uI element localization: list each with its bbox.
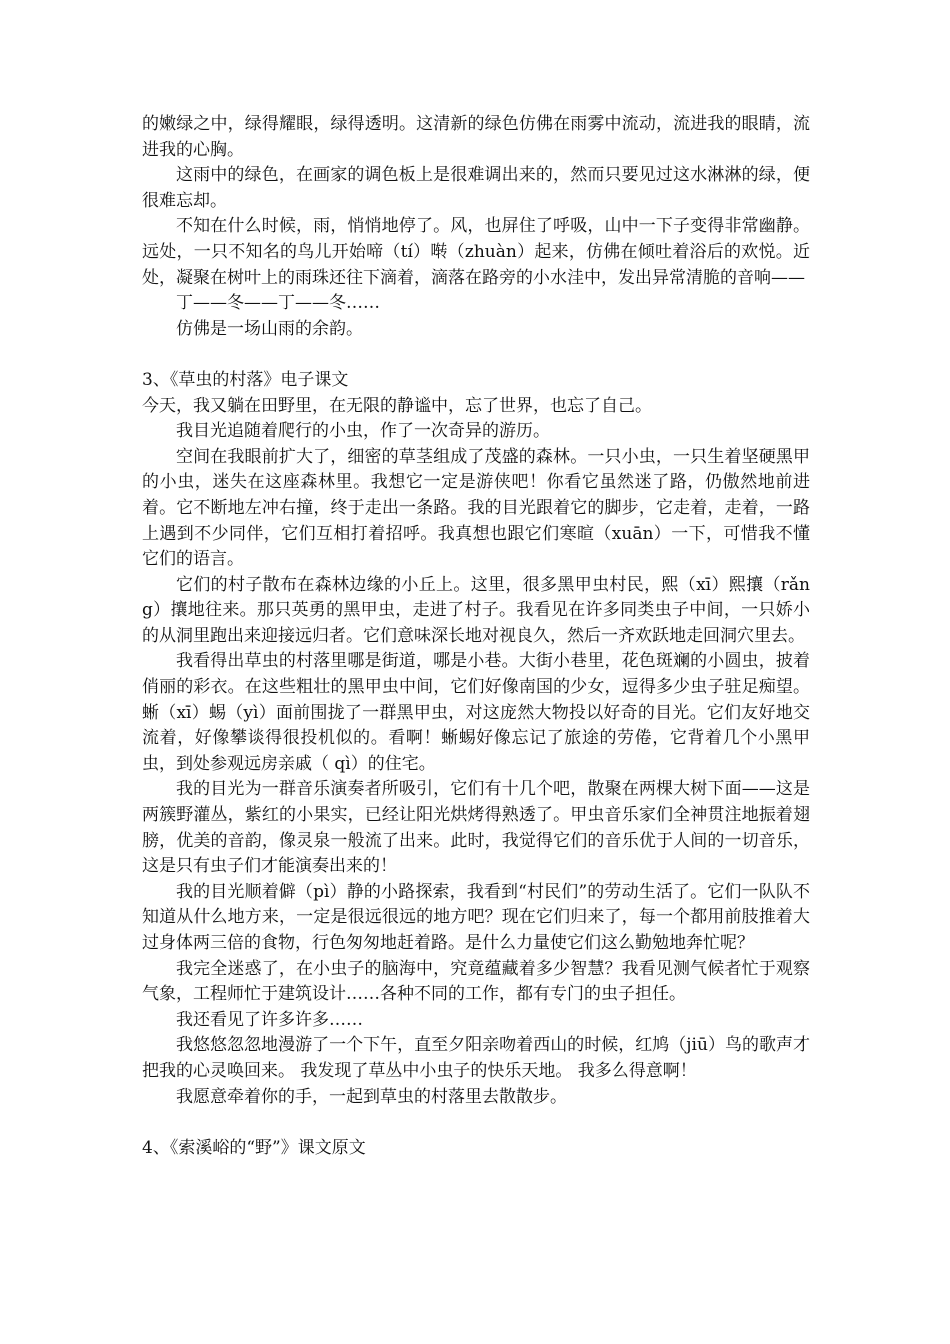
paragraph: 我完全迷惑了，在小虫子的脑海中，究竟蕴藏着多少智慧？我看见测气候者忙于观察气象，工程师忙于建筑设计……各种不同的工作，都有专门的虫子担任。: [142, 958, 810, 1005]
paragraph: 不知在什么时候，雨，悄悄地停了。风，也屏住了呼吸，山中一下子变得非常幽静。远处，一只不知名的鸟儿开始啼（tí）啭（zhuàn）起来，仿佛在倾吐着浴后的欢悦。近处，凝聚在树叶上的雨珠还往下滴着，滴落在路旁的小水洼中，发出异常清脆的音响——: [142, 216, 810, 288]
section-heading: 3、《草虫的村落》电子课文: [142, 369, 349, 390]
paragraph: 我愿意牵着你的手，一起到草虫的村落里去散散步。: [176, 1086, 567, 1107]
section-heading: 4、《索溪峪的“野”》课文原文: [142, 1137, 366, 1158]
paragraph: 我还看见了许多许多……: [176, 1009, 363, 1030]
section-3: [142, 368, 810, 1110]
paragraph: 丁——冬——丁——冬……: [176, 293, 380, 314]
blank-line: [142, 1110, 810, 1136]
paragraph: 仿佛是一场山雨的余韵。: [176, 318, 363, 339]
section-4: [142, 1136, 810, 1162]
paragraph: 我的目光顺着僻（pì）静的小路探索，我看到“村民们”的劳动生活了。它们一队队不知道从什么地方来，一定是很远很远的地方吧？现在它们归来了，每一个都用前肢推着大过身体两三倍的食物，行色匆匆地赶着路。是什么力量使它们这么勤勉地奔忙呢？: [142, 881, 810, 953]
paragraph: 今天，我又躺在田野里，在无限的静谧中，忘了世界，也忘了自己。: [142, 395, 652, 416]
paragraph: 我悠悠忽忽地漫游了一个下午，直至夕阳亲吻着西山的时候，红鸠（jiū）鸟的歌声才把我的心灵唤回来。 我发现了草丛中小虫子的快乐天地。 我多么得意啊！: [142, 1035, 810, 1081]
paragraph: 的嫩绿之中，绿得耀眼，绿得透明。这清新的绿色仿佛在雨雾中流动，流进我的眼睛，流进我的心胸。: [142, 114, 810, 160]
blank-line: [142, 342, 810, 368]
paragraph: 它们的村子散布在森林边缘的小丘上。这里，很多黑甲虫村民，熙（xī）熙攘（rǎng）攘地往来。那只英勇的黑甲虫，走进了村子。我看见在许多同类虫子中间，一只娇小的从洞里跑出来迎接远归者。它们意味深长地对视良久，然后一齐欢跃地走回洞穴里去。: [142, 574, 810, 646]
paragraph: 我的目光为一群音乐演奏者所吸引，它们有十几个吧，散聚在两棵大树下面——这是两簇野灌丛，紫红的小果实，已经让阳光烘烤得熟透了。甲虫音乐家们全神贯注地振着翅膀，优美的音韵，像灵泉一般流了出来。此时，我觉得它们的音乐优于人间的一切音乐，这是只有虫子们才能演奏出来的！: [142, 779, 810, 877]
paragraph: 我看得出草虫的村落里哪是街道，哪是小巷。大街小巷里，花色斑斓的小圆虫，披着俏丽的彩衣。在这些粗壮的黑甲虫中间，它们好像南国的少女，逗得多少虫子驻足痴望。蜥（xī）蜴（yì）面前围拢了一群黑甲虫，对这庞然大物投以好奇的目光。它们友好地交流着，好像攀谈得很投机似的。看啊！蜥蜴好像忘记了旅途的劳倦，它背着几个小黑甲虫，到处参观远房亲戚（ qì）的住宅。: [142, 651, 810, 774]
document-page: [142, 112, 810, 1161]
previous-section: [142, 112, 810, 342]
paragraph: 空间在我眼前扩大了，细密的草茎组成了茂盛的森林。一只小虫，一只生着坚硬黑甲的小虫，迷失在这座森林里。我想它一定是游侠吧！你看它虽然迷了路，仍傲然地前进着。它不断地左冲右撞，终于走出一条路。我的目光跟着它的脚步，它走着，走着，一路上遇到不少同伴，它们互相打着招呼。我真想也跟它们寒暄（xuān）一下，可惜我不懂它们的语言。: [142, 446, 810, 570]
paragraph: 我目光追随着爬行的小虫，作了一次奇异的游历。: [176, 421, 550, 442]
paragraph: 这雨中的绿色，在画家的调色板上是很难调出来的，然而只要见过这水淋淋的绿，便很难忘却。: [142, 165, 810, 211]
